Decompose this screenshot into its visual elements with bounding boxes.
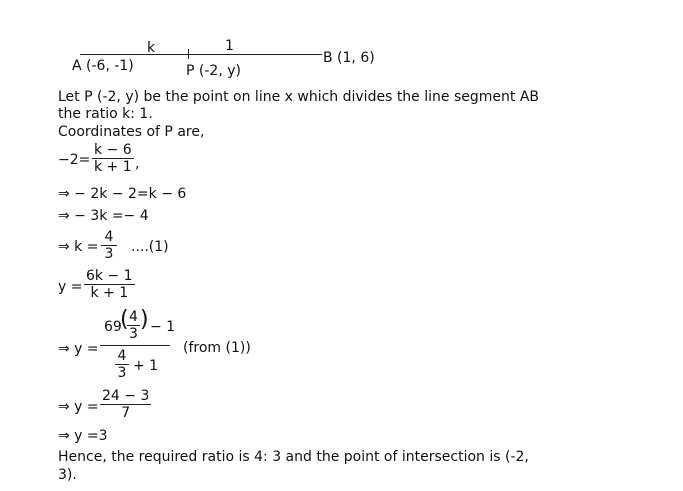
eq1-comma: , [135,156,140,172]
eq4-denominator: 3 [104,246,114,262]
conclusion-line-1: Hence, the required ratio is 4: 3 and the point of intersection is (-2, [58,449,529,465]
eq6-lhs: ⇒ y = [58,341,99,357]
eq6-reference: (from (1)) [183,340,251,356]
eq6-denominator-denominator: 3 [117,365,127,381]
eq6-inner-numerator: 4 [129,309,138,325]
eq2: ⇒ − 2k − 2=k − 6 [58,186,187,202]
eq6-denominator-fraction [115,348,129,381]
eq6-inner-fraction [127,309,140,342]
label-1: 1 [225,38,234,54]
point-p-label: P (-2, y) [186,63,241,79]
eq5-lhs: y = [58,279,83,295]
segment-line [80,54,322,55]
conclusion-line-2: 3). [58,467,77,483]
eq6-left-paren: ( [120,307,129,332]
point-b-label: B (1, 6) [323,50,375,66]
eq6-numerator-tail: − 1 [150,319,176,335]
eq6-right-paren: ) [140,307,149,332]
eq1-denominator: k + 1 [94,159,132,175]
eq1-lhs: −2= [58,152,91,168]
eq4-fraction [101,229,117,262]
label-k: k [147,40,156,56]
eq4-numerator: 4 [104,229,114,245]
point-p-tick [188,49,189,59]
eq5-numerator: 6k − 1 [86,268,133,284]
eq6-denominator-tail: + 1 [133,358,159,374]
eq7-numerator: 24 − 3 [102,388,150,404]
eq6-numerator-coefficient: 69 [104,319,122,335]
eq6-inner-denominator: 3 [129,326,138,342]
eq8: ⇒ y =3 [58,428,108,444]
eq6-denominator-numerator: 4 [117,348,127,364]
eq1-fraction [92,142,134,175]
eq4-reference: ....(1) [131,239,169,255]
eq3: ⇒ − 3k =− 4 [58,208,149,224]
eq7-lhs: ⇒ y = [58,399,99,415]
intro-line-2: the ratio k: 1. [58,106,153,122]
intro-line-3: Coordinates of P are, [58,124,205,140]
eq6-main-fraction-bar [100,345,170,346]
eq7-denominator: 7 [121,405,131,421]
eq7-fraction [100,388,151,421]
eq4-lhs: ⇒ k = [58,239,99,255]
intro-line-1: Let P (-2, y) be the point on line x which divides the line segment AB [58,89,539,105]
eq5-fraction [84,268,135,301]
point-a-label: A (-6, -1) [72,58,134,74]
eq5-denominator: k + 1 [90,285,129,301]
eq1-numerator: k − 6 [94,142,132,158]
